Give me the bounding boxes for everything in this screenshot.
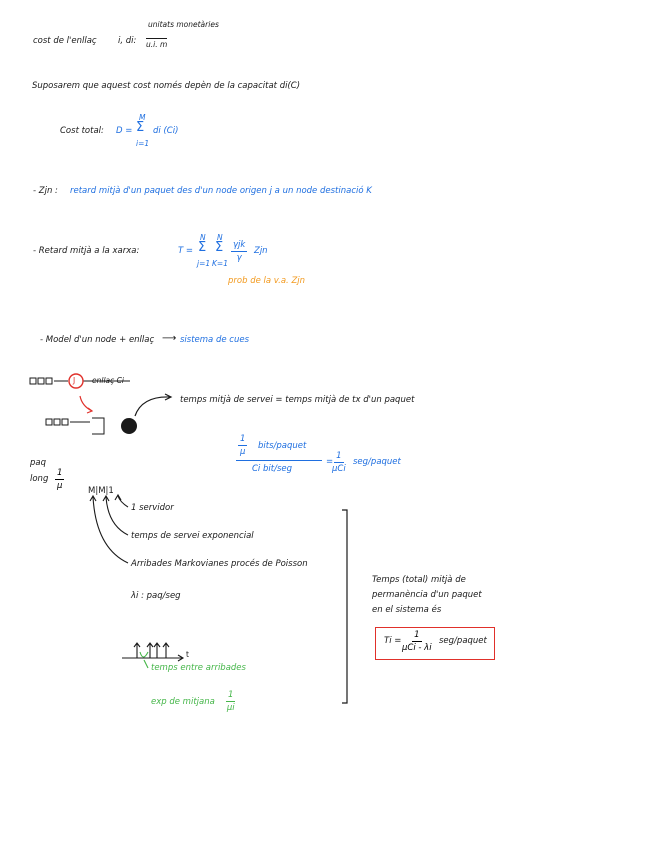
sojourn-unit: seg/paquet <box>439 636 487 646</box>
probability-note: prob de la v.a. Zjn <box>228 276 306 286</box>
exp-mean-denominator: μi <box>226 703 235 713</box>
node-label: J <box>73 376 76 385</box>
capacity-bits: Ci bit/seg <box>252 464 293 474</box>
total-cost-term: di (Ci) <box>153 126 179 136</box>
exponential-mean: exp de mitjana <box>151 697 215 707</box>
sojourn-time-T: Ti = <box>384 636 402 646</box>
poisson-arrivals: Arribades Markovianes procés de Poisson <box>131 559 308 569</box>
total-cost-sum-top: M <box>139 113 146 122</box>
assumption-text: Suposarem que aquest cost només depèn de la capacitat di(C) <box>32 81 301 91</box>
zjn-description: retard mitjà d'un paquet des d'un node origen j a un node destinació K <box>70 186 372 196</box>
link-capacity-label: enllaç Ci <box>92 376 124 385</box>
exp-mean-numerator: 1 <box>228 690 234 700</box>
result-fraction-denominator: μCi <box>332 464 346 474</box>
total-cost-sum-bottom: i=1 <box>136 139 150 148</box>
model-result: sistema de cues <box>180 335 250 345</box>
bits-per-packet: bits/paquet <box>258 441 307 451</box>
arrival-rate: λi : paq/seg <box>131 591 181 601</box>
service-fraction-denominator: μ <box>240 447 246 457</box>
delay-sum1-bottom: j=1 <box>197 259 211 268</box>
exponential-service: temps de servei exponencial <box>131 531 254 541</box>
permanence-line2: permanència d'un paquet <box>372 590 482 600</box>
units-top: unitats monetàries <box>148 20 219 29</box>
length-fraction-numerator: 1 <box>57 468 63 478</box>
delay-sum2-bottom: K=1 <box>212 259 228 268</box>
delay-term: Zjn <box>254 246 268 256</box>
zjn-label: - Zjn : <box>33 186 58 196</box>
length-fraction-denominator: μ <box>57 481 63 491</box>
model-arrow: ⟶ <box>162 333 177 344</box>
model-label: - Model d'un node + enllaç <box>40 335 155 345</box>
equals-sign: = <box>326 457 334 467</box>
single-server: 1 servidor <box>131 503 174 513</box>
delay-sum1-top: N <box>200 233 206 242</box>
sojourn-fraction-numerator: 1 <box>414 630 420 640</box>
service-fraction-numerator: 1 <box>240 434 246 444</box>
delay-fraction-numerator: γjk <box>233 240 246 250</box>
fraction-bar <box>236 460 322 461</box>
network-delay-label: - Retard mitjà a la xarxa: <box>33 246 140 256</box>
result-fraction <box>332 451 346 474</box>
result-fraction-numerator: 1 <box>336 451 342 461</box>
length-label: long <box>30 474 49 484</box>
sojourn-fraction-denominator: μCi - λi <box>402 643 432 653</box>
units-bottom: u.i. m <box>146 40 168 49</box>
service-fraction <box>238 434 247 457</box>
exp-mean-fraction <box>226 690 235 713</box>
service-time-text: temps mitjà de servei = temps mitjà de tx d'un paquet <box>180 395 415 405</box>
total-cost-D: D = <box>116 126 133 136</box>
permanence-line3: en el sistema és <box>372 605 442 615</box>
length-fraction <box>55 468 64 491</box>
total-cost-sum-symbol: Σ <box>136 120 145 135</box>
seconds-per-packet: seg/paquet <box>353 457 401 467</box>
link-cost-label: cost de l'enllaç <box>33 36 97 46</box>
link-cost-var: i, di: <box>118 36 137 46</box>
sojourn-fraction <box>402 630 432 653</box>
total-cost-label: Cost total: <box>60 126 104 136</box>
mm1-label: M|M|1 <box>88 486 114 496</box>
network-delay-T: T = <box>178 246 194 256</box>
packet-label: paq <box>30 458 46 468</box>
inter-arrival-time: temps entre arribades <box>151 663 246 673</box>
delay-sum2-top: N <box>217 233 223 242</box>
time-axis-label: t <box>186 650 189 659</box>
delay-sum2-symbol: Σ <box>215 240 224 255</box>
delay-fraction-denominator: γ <box>236 253 242 263</box>
delay-sum1-symbol: Σ <box>198 240 207 255</box>
permanence-line1: Temps (total) mitjà de <box>372 575 466 585</box>
